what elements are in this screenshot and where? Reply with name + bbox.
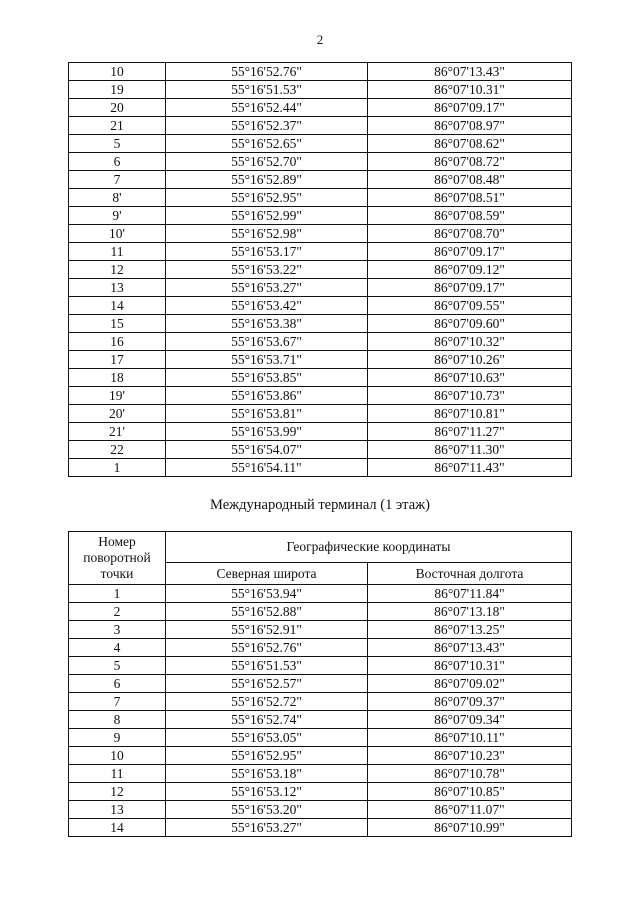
cell-longitude: 86°07'10.11" (368, 729, 572, 747)
cell-latitude: 55°16'52.95" (166, 189, 368, 207)
table-row (69, 387, 572, 405)
cell-longitude: 86°07'10.23" (368, 747, 572, 765)
cell-longitude: 86°07'09.34" (368, 711, 572, 729)
cell-latitude: 55°16'53.81" (166, 405, 368, 423)
table-row (69, 261, 572, 279)
cell-point-number: 18 (69, 369, 166, 387)
table-row (69, 351, 572, 369)
cell-latitude: 55°16'53.42" (166, 297, 368, 315)
table-row (69, 621, 572, 639)
cell-point-number: 11 (69, 243, 166, 261)
table-row (69, 207, 572, 225)
cell-longitude: 86°07'09.17" (368, 279, 572, 297)
table-row (69, 819, 572, 837)
cell-latitude: 55°16'52.74" (166, 711, 368, 729)
cell-latitude: 55°16'53.20" (166, 801, 368, 819)
header-longitude: Восточная долгота (368, 563, 572, 585)
table-row (69, 297, 572, 315)
cell-point-number: 5 (69, 657, 166, 675)
cell-latitude: 55°16'52.88" (166, 603, 368, 621)
table-row (69, 171, 572, 189)
table-row (69, 189, 572, 207)
page-number: 2 (316, 32, 324, 47)
cell-point-number: 21 (69, 117, 166, 135)
cell-point-number: 16 (69, 333, 166, 351)
cell-latitude: 55°16'53.27" (166, 819, 368, 837)
table-row (69, 225, 572, 243)
table-row (69, 423, 572, 441)
table-row (69, 243, 572, 261)
cell-longitude: 86°07'10.32" (368, 333, 572, 351)
cell-longitude: 86°07'13.43" (368, 63, 572, 81)
table-row (69, 729, 572, 747)
cell-point-number: 8 (69, 711, 166, 729)
cell-latitude: 55°16'52.65" (166, 135, 368, 153)
cell-latitude: 55°16'53.99" (166, 423, 368, 441)
cell-latitude: 55°16'53.67" (166, 333, 368, 351)
cell-latitude: 55°16'52.91" (166, 621, 368, 639)
cell-latitude: 55°16'53.12" (166, 783, 368, 801)
cell-longitude: 86°07'11.84" (368, 585, 572, 603)
header-point-number: Номер поворотной точки (69, 532, 166, 585)
cell-longitude: 86°07'08.97" (368, 117, 572, 135)
terminal-table-body (69, 585, 572, 837)
cell-point-number: 1 (69, 585, 166, 603)
coordinates-table-continued (68, 62, 572, 477)
cell-latitude: 55°16'52.76" (166, 639, 368, 657)
cell-longitude: 86°07'11.43" (368, 459, 572, 477)
cell-latitude: 55°16'52.76" (166, 63, 368, 81)
cell-point-number: 2 (69, 603, 166, 621)
table-row (69, 333, 572, 351)
table-row (69, 765, 572, 783)
cell-point-number: 14 (69, 819, 166, 837)
cell-latitude: 55°16'53.38" (166, 315, 368, 333)
cell-longitude: 86°07'11.07" (368, 801, 572, 819)
cell-point-number: 12 (69, 783, 166, 801)
cell-point-number: 13 (69, 801, 166, 819)
cell-point-number: 17 (69, 351, 166, 369)
cell-point-number: 19' (69, 387, 166, 405)
cell-latitude: 55°16'52.95" (166, 747, 368, 765)
cell-longitude: 86°07'13.18" (368, 603, 572, 621)
cell-longitude: 86°07'09.55" (368, 297, 572, 315)
table-row (69, 459, 572, 477)
cell-point-number: 12 (69, 261, 166, 279)
cell-latitude: 55°16'53.85" (166, 369, 368, 387)
table-row (69, 675, 572, 693)
table-row (69, 117, 572, 135)
table-row (69, 747, 572, 765)
cell-latitude: 55°16'54.07" (166, 441, 368, 459)
cell-point-number: 19 (69, 81, 166, 99)
cell-longitude: 86°07'10.81" (368, 405, 572, 423)
cell-point-number: 3 (69, 621, 166, 639)
cell-point-number: 4 (69, 639, 166, 657)
cell-latitude: 55°16'52.89" (166, 171, 368, 189)
cell-point-number: 6 (69, 153, 166, 171)
table-row (69, 441, 572, 459)
table-row (69, 135, 572, 153)
cell-longitude: 86°07'08.59" (368, 207, 572, 225)
cell-longitude: 86°07'09.12" (368, 261, 572, 279)
cell-point-number: 22 (69, 441, 166, 459)
coordinates-table-body (69, 63, 572, 477)
cell-longitude: 86°07'09.02" (368, 675, 572, 693)
cell-longitude: 86°07'10.73" (368, 387, 572, 405)
table-row (69, 783, 572, 801)
cell-longitude: 86°07'09.17" (368, 243, 572, 261)
table-row (69, 405, 572, 423)
header-latitude: Северная широта (166, 563, 368, 585)
cell-longitude: 86°07'10.78" (368, 765, 572, 783)
cell-latitude: 55°16'53.27" (166, 279, 368, 297)
cell-latitude: 55°16'52.98" (166, 225, 368, 243)
cell-latitude: 55°16'52.99" (166, 207, 368, 225)
table-row (69, 99, 572, 117)
cell-point-number: 10 (69, 747, 166, 765)
cell-longitude: 86°07'13.25" (368, 621, 572, 639)
cell-point-number: 10' (69, 225, 166, 243)
cell-point-number: 6 (69, 675, 166, 693)
cell-point-number: 15 (69, 315, 166, 333)
cell-longitude: 86°07'08.62" (368, 135, 572, 153)
cell-longitude: 86°07'13.43" (368, 639, 572, 657)
cell-point-number: 13 (69, 279, 166, 297)
cell-longitude: 86°07'10.99" (368, 819, 572, 837)
header-geo-coordinates: Географические координаты (166, 532, 572, 563)
cell-latitude: 55°16'53.17" (166, 243, 368, 261)
table-row (69, 315, 572, 333)
cell-latitude: 55°16'53.94" (166, 585, 368, 603)
table-header (69, 532, 572, 585)
cell-latitude: 55°16'51.53" (166, 81, 368, 99)
table-row (69, 657, 572, 675)
cell-latitude: 55°16'53.22" (166, 261, 368, 279)
cell-latitude: 55°16'53.71" (166, 351, 368, 369)
cell-point-number: 5 (69, 135, 166, 153)
cell-point-number: 10 (69, 63, 166, 81)
cell-latitude: 55°16'54.11" (166, 459, 368, 477)
cell-point-number: 8' (69, 189, 166, 207)
cell-longitude: 86°07'10.31" (368, 81, 572, 99)
cell-point-number: 14 (69, 297, 166, 315)
cell-latitude: 55°16'51.53" (166, 657, 368, 675)
cell-latitude: 55°16'52.70" (166, 153, 368, 171)
cell-longitude: 86°07'08.70" (368, 225, 572, 243)
cell-latitude: 55°16'53.05" (166, 729, 368, 747)
cell-longitude: 86°07'10.63" (368, 369, 572, 387)
cell-latitude: 55°16'52.44" (166, 99, 368, 117)
table-row (69, 153, 572, 171)
cell-latitude: 55°16'53.18" (166, 765, 368, 783)
terminal-coordinates-table (68, 531, 572, 837)
table-row (69, 585, 572, 603)
table-row (69, 801, 572, 819)
cell-longitude: 86°07'08.72" (368, 153, 572, 171)
cell-longitude: 86°07'09.60" (368, 315, 572, 333)
cell-longitude: 86°07'08.48" (368, 171, 572, 189)
cell-latitude: 55°16'53.86" (166, 387, 368, 405)
table-row (69, 711, 572, 729)
table-row (69, 279, 572, 297)
cell-point-number: 20 (69, 99, 166, 117)
cell-point-number: 7 (69, 171, 166, 189)
table-row (69, 81, 572, 99)
cell-latitude: 55°16'52.37" (166, 117, 368, 135)
cell-latitude: 55°16'52.72" (166, 693, 368, 711)
table-row (69, 639, 572, 657)
table-row (69, 63, 572, 81)
cell-longitude: 86°07'11.30" (368, 441, 572, 459)
cell-point-number: 11 (69, 765, 166, 783)
table-row (69, 369, 572, 387)
table-row (69, 603, 572, 621)
cell-point-number: 1 (69, 459, 166, 477)
cell-point-number: 9' (69, 207, 166, 225)
table-row (69, 693, 572, 711)
cell-point-number: 20' (69, 405, 166, 423)
cell-point-number: 21' (69, 423, 166, 441)
cell-longitude: 86°07'11.27" (368, 423, 572, 441)
cell-longitude: 86°07'10.26" (368, 351, 572, 369)
cell-longitude: 86°07'10.31" (368, 657, 572, 675)
section-heading: Международный терминал (1 этаж) (210, 497, 430, 513)
cell-point-number: 9 (69, 729, 166, 747)
cell-longitude: 86°07'10.85" (368, 783, 572, 801)
cell-point-number: 7 (69, 693, 166, 711)
cell-longitude: 86°07'09.17" (368, 99, 572, 117)
cell-longitude: 86°07'09.37" (368, 693, 572, 711)
cell-longitude: 86°07'08.51" (368, 189, 572, 207)
cell-latitude: 55°16'52.57" (166, 675, 368, 693)
